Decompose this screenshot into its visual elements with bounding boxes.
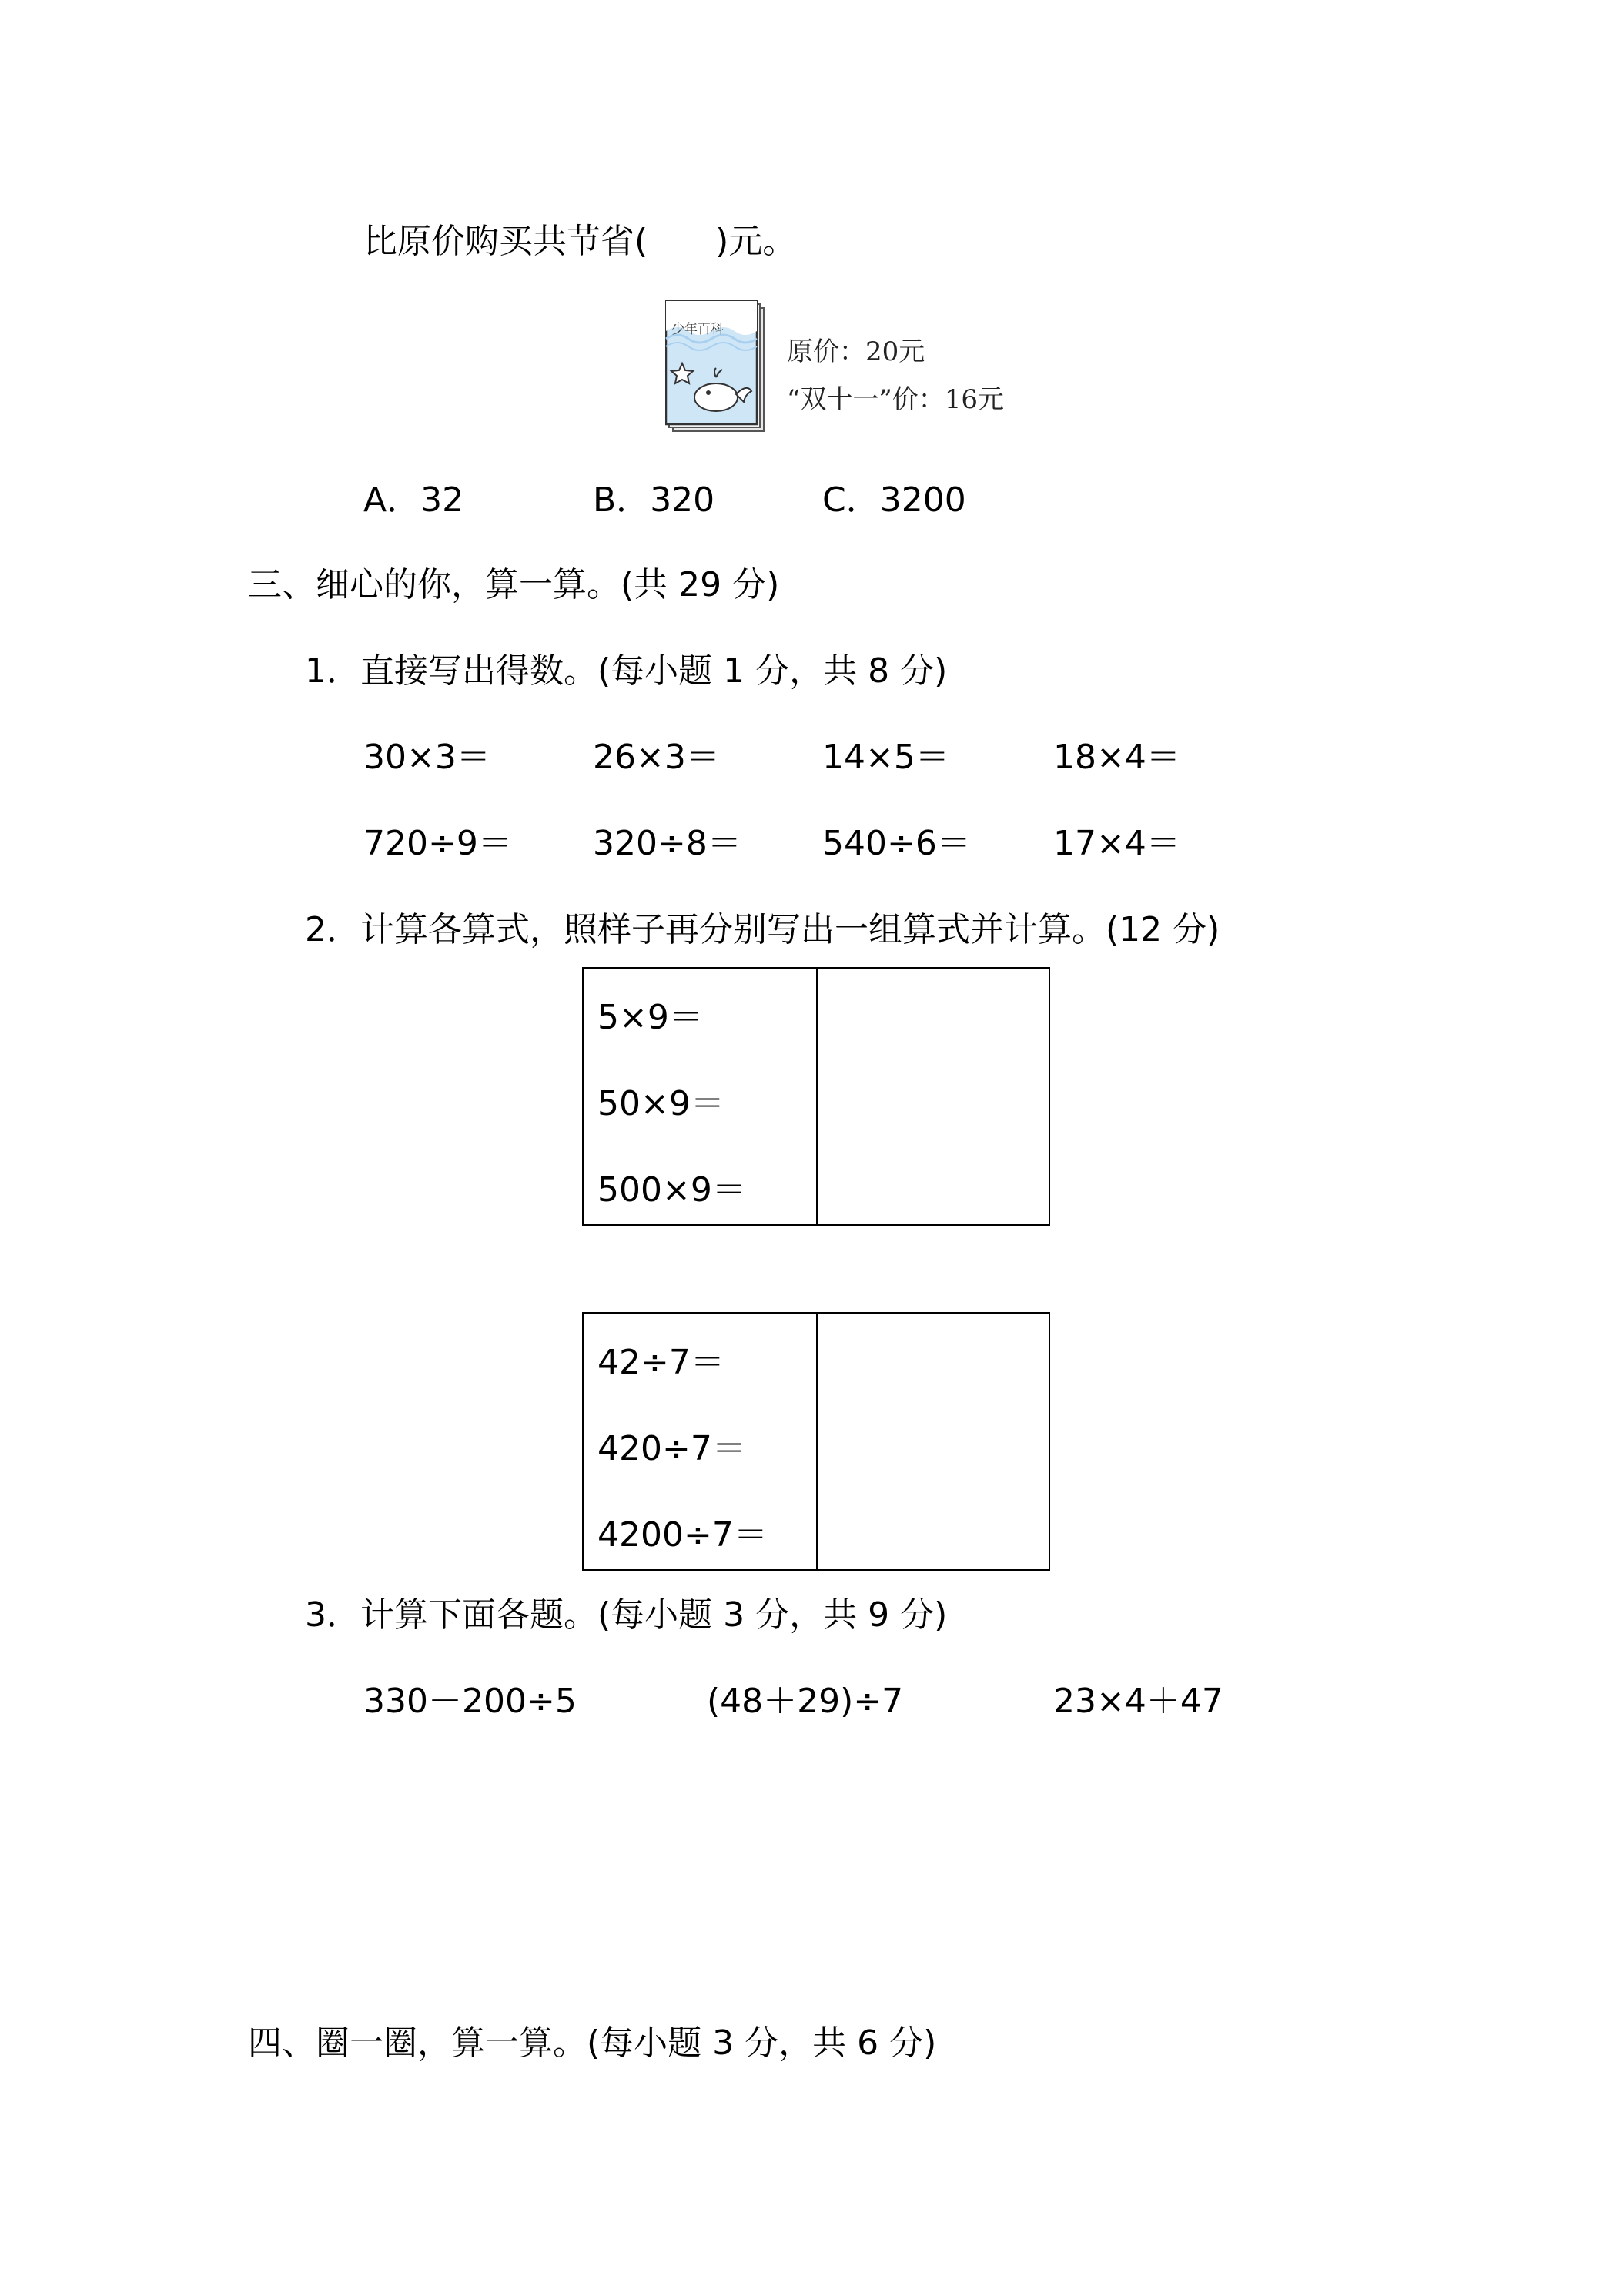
oral-calc-item: 540÷6＝: [822, 824, 971, 863]
calc-pattern-box: [582, 1312, 1050, 1571]
oral-calc-item: 26×3＝: [593, 738, 720, 777]
section-heading: 四、圈一圈，算一算。(每小题 3 分，共 6 分): [248, 2023, 937, 2063]
option-b: [593, 480, 715, 520]
question-heading: 2．计算各算式，照样子再分别写出一组算式并计算。(12 分): [305, 910, 1220, 949]
option-letter: C．: [822, 480, 880, 520]
question-heading: 3．计算下面各题。(每小题 3 分，共 9 分): [305, 1595, 948, 1635]
oral-calc-item: 18×4＝: [1053, 738, 1180, 777]
option-value: 320: [650, 480, 715, 520]
pattern-line: 50×9＝: [597, 1084, 724, 1123]
pattern-line: 4200÷7＝: [597, 1515, 768, 1555]
option-a: [363, 480, 464, 520]
section-heading: 三、细心的你，算一算。(共 29 分): [248, 565, 780, 604]
pattern-line: 5×9＝: [597, 998, 703, 1037]
book-illustration: [665, 300, 765, 433]
option-letter: B．: [593, 480, 651, 520]
oral-calc-item: 17×4＝: [1053, 824, 1180, 863]
oral-calc-item: 720÷9＝: [363, 824, 512, 863]
option-letter: A．: [363, 480, 421, 520]
pattern-line: 42÷7＝: [597, 1343, 724, 1382]
book-cover-title: 少年百科: [671, 322, 724, 337]
calc-item: (48＋29)÷7: [707, 1682, 904, 1721]
question-heading: 1．直接写出得数。(每小题 1 分，共 8 分): [305, 651, 948, 691]
answer-area[interactable]: [818, 969, 1049, 1224]
sale-price-label: “双十一”价：16元: [787, 384, 1005, 415]
option-value: 32: [420, 480, 464, 520]
question-text: 比原价购买共节省( )元。: [363, 222, 797, 261]
calc-item: 330－200÷5: [363, 1682, 577, 1721]
oral-calc-item: 14×5＝: [822, 738, 949, 777]
pattern-line: 500×9＝: [597, 1170, 746, 1210]
book-icon: [665, 300, 765, 433]
answer-area[interactable]: [818, 1314, 1049, 1569]
oral-calc-item: 320÷8＝: [593, 824, 741, 863]
calc-pattern-box: [582, 967, 1050, 1226]
option-value: 3200: [879, 480, 966, 520]
oral-calc-item: 30×3＝: [363, 738, 490, 777]
option-c: [822, 480, 966, 520]
pattern-line: 420÷7＝: [597, 1429, 746, 1468]
calc-item: 23×4＋47: [1053, 1682, 1223, 1721]
original-price-label: 原价：20元: [787, 336, 925, 367]
